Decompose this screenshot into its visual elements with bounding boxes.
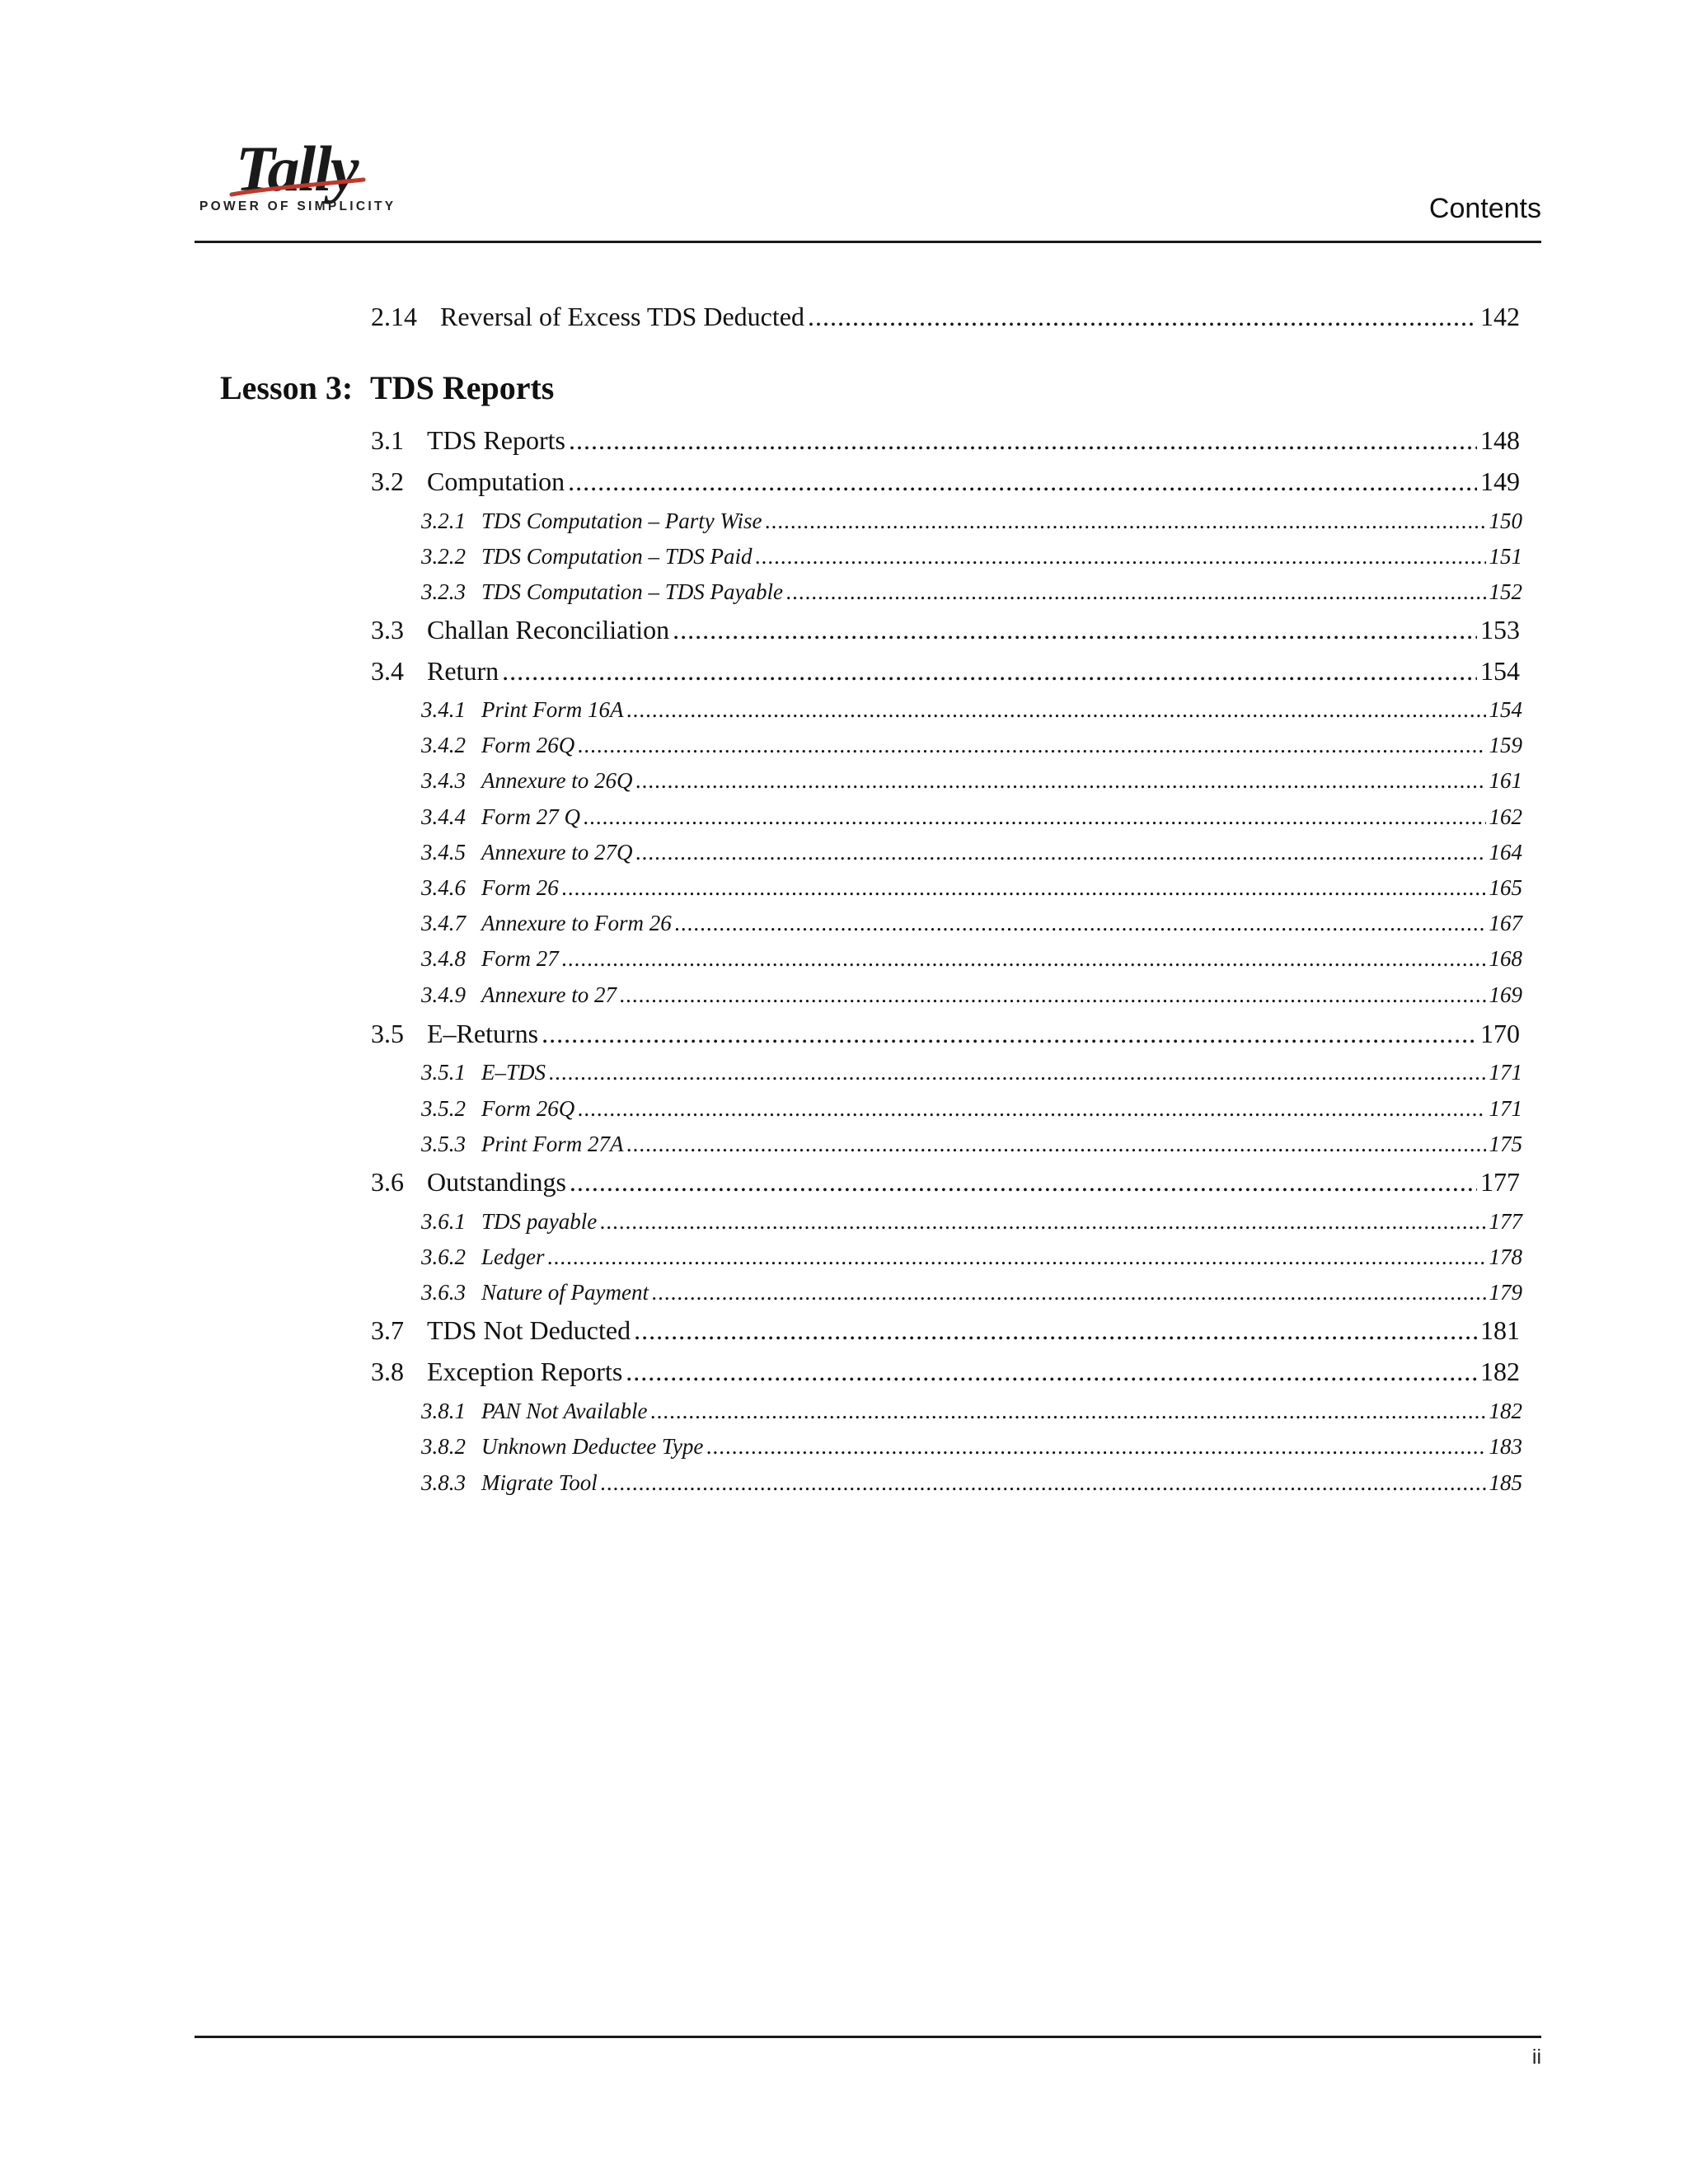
toc-leader bbox=[756, 544, 1486, 569]
toc-subentry[interactable] bbox=[421, 982, 1522, 1014]
toc-number: 3.4.7 bbox=[421, 911, 466, 935]
toc-entry[interactable] bbox=[371, 1019, 1520, 1055]
toc-title: E–TDS bbox=[481, 1060, 546, 1085]
toc-title: Migrate Tool bbox=[481, 1470, 598, 1495]
toc-entry[interactable] bbox=[371, 615, 1520, 651]
toc-number: 3.4.6 bbox=[421, 875, 466, 900]
toc-number: 3.5.2 bbox=[421, 1096, 466, 1121]
toc-entry[interactable] bbox=[371, 1315, 1520, 1352]
toc-title: TDS Reports bbox=[427, 425, 565, 455]
toc-leader bbox=[635, 768, 1485, 794]
toc-title: Exception Reports bbox=[427, 1357, 623, 1386]
toc-number: 3.6.3 bbox=[421, 1280, 466, 1305]
toc-entry[interactable] bbox=[371, 425, 1520, 462]
page-section-title: Contents bbox=[1428, 193, 1541, 224]
toc-number: 3.8.3 bbox=[421, 1470, 466, 1495]
logo-tagline: POWER OF SIMPLICITY bbox=[199, 199, 396, 213]
toc-subentry[interactable] bbox=[421, 768, 1522, 799]
toc-title: TDS Not Deducted bbox=[427, 1315, 631, 1345]
toc-entry[interactable] bbox=[371, 466, 1520, 503]
logo-wordmark: Tally bbox=[236, 133, 358, 204]
toc-title: Outstandings bbox=[427, 1167, 566, 1197]
toc-number: 3.2 bbox=[371, 466, 404, 496]
toc-number: 3.4.8 bbox=[421, 946, 466, 971]
toc-entry[interactable] bbox=[371, 656, 1520, 692]
toc-leader bbox=[652, 1280, 1486, 1305]
toc-subentry[interactable] bbox=[421, 1132, 1522, 1163]
toc-page: 177 bbox=[1480, 1167, 1520, 1197]
toc-leader bbox=[570, 1167, 1477, 1197]
toc-subentry[interactable] bbox=[421, 579, 1522, 611]
toc-leader bbox=[578, 1096, 1485, 1122]
toc-title: Return bbox=[427, 656, 499, 686]
toc-page: 154 bbox=[1480, 656, 1520, 686]
footer-divider bbox=[195, 2036, 1541, 2038]
lesson-label: Lesson 3: bbox=[220, 369, 354, 406]
toc-subentry[interactable] bbox=[421, 733, 1522, 764]
toc-number: 3.4.4 bbox=[421, 804, 466, 829]
header-divider bbox=[195, 241, 1541, 243]
toc-subentry[interactable] bbox=[421, 509, 1522, 540]
toc-subentry[interactable] bbox=[421, 875, 1522, 907]
toc-subentry[interactable] bbox=[421, 1060, 1522, 1091]
toc-leader bbox=[569, 425, 1477, 456]
toc-number: 3.2.2 bbox=[421, 544, 466, 569]
tally-logo bbox=[195, 132, 396, 223]
toc-number: 3.5 bbox=[371, 1019, 404, 1048]
toc-entry[interactable] bbox=[371, 302, 1520, 338]
toc-subentry[interactable] bbox=[421, 1399, 1522, 1430]
toc-page: 182 bbox=[1489, 1399, 1522, 1423]
toc-title: Annexure to 26Q bbox=[481, 768, 633, 793]
toc-number: 3.4.2 bbox=[421, 733, 466, 757]
toc-leader bbox=[627, 697, 1486, 723]
toc-number: 3.5.3 bbox=[421, 1132, 466, 1156]
toc-subentry[interactable] bbox=[421, 1209, 1522, 1240]
toc-page: 181 bbox=[1480, 1315, 1520, 1345]
toc-leader bbox=[673, 615, 1477, 645]
toc-leader bbox=[601, 1470, 1486, 1496]
toc-page: 148 bbox=[1480, 425, 1520, 455]
toc-number: 3.5.1 bbox=[421, 1060, 466, 1085]
toc-leader bbox=[706, 1434, 1485, 1460]
page-number: ii bbox=[1531, 2046, 1541, 2069]
toc-page: 178 bbox=[1489, 1244, 1522, 1269]
toc-subentry[interactable] bbox=[421, 946, 1522, 977]
toc-title: Form 26 bbox=[481, 875, 559, 900]
toc-leader bbox=[542, 1019, 1477, 1049]
toc-leader bbox=[549, 1060, 1485, 1085]
toc-leader bbox=[562, 946, 1486, 972]
toc-page: 165 bbox=[1489, 875, 1522, 900]
toc-leader bbox=[766, 509, 1486, 534]
toc-number: 3.4.9 bbox=[421, 982, 466, 1007]
toc-subentry[interactable] bbox=[421, 1470, 1522, 1502]
toc-number: 2.14 bbox=[371, 302, 417, 331]
toc-title: Computation bbox=[427, 466, 565, 496]
toc-number: 3.4.3 bbox=[421, 768, 466, 793]
toc-leader bbox=[651, 1399, 1486, 1424]
toc-page: 183 bbox=[1489, 1434, 1522, 1459]
toc-page: 151 bbox=[1489, 544, 1522, 569]
toc-subentry[interactable] bbox=[421, 544, 1522, 575]
toc-page: 185 bbox=[1489, 1470, 1522, 1495]
toc-number: 3.3 bbox=[371, 615, 404, 644]
toc-title: Annexure to 27 bbox=[481, 982, 617, 1007]
toc-title: TDS Computation – Party Wise bbox=[481, 509, 762, 533]
toc-page: 171 bbox=[1489, 1096, 1522, 1121]
toc-title: TDS Computation – TDS Payable bbox=[481, 579, 784, 604]
toc-subentry[interactable] bbox=[421, 1244, 1522, 1276]
toc-title: Annexure to Form 26 bbox=[481, 911, 672, 935]
toc-leader bbox=[635, 840, 1485, 865]
lesson-title: TDS Reports bbox=[370, 369, 555, 406]
toc-title: Nature of Payment bbox=[481, 1280, 649, 1305]
toc-title: Challan Reconciliation bbox=[427, 615, 670, 644]
toc-title: Form 27 bbox=[481, 946, 559, 971]
toc-leader bbox=[808, 302, 1477, 332]
toc-number: 3.8.2 bbox=[421, 1434, 466, 1459]
toc-page: 171 bbox=[1489, 1060, 1522, 1085]
toc-page: 167 bbox=[1489, 911, 1522, 935]
toc-page: 159 bbox=[1489, 733, 1522, 757]
toc-number: 3.4.5 bbox=[421, 840, 466, 865]
toc-page: 179 bbox=[1489, 1280, 1522, 1305]
toc-page: 182 bbox=[1480, 1357, 1520, 1386]
toc-title: TDS Computation – TDS Paid bbox=[481, 544, 753, 569]
toc-title: E–Returns bbox=[427, 1019, 539, 1048]
toc-number: 3.2.3 bbox=[421, 579, 466, 604]
toc-number: 3.8.1 bbox=[421, 1399, 466, 1423]
toc-leader bbox=[584, 804, 1486, 830]
toc-leader bbox=[562, 875, 1486, 901]
toc-page: 161 bbox=[1489, 768, 1522, 793]
toc-title: Ledger bbox=[481, 1244, 545, 1269]
toc-page: 154 bbox=[1489, 697, 1522, 722]
toc-number: 3.6 bbox=[371, 1167, 404, 1197]
toc-subentry[interactable] bbox=[421, 911, 1522, 942]
toc-subentry[interactable] bbox=[421, 697, 1522, 729]
toc-page: 164 bbox=[1489, 840, 1522, 865]
toc-page: 177 bbox=[1489, 1209, 1522, 1234]
toc-leader bbox=[634, 1315, 1477, 1346]
toc-page: 149 bbox=[1480, 466, 1520, 496]
toc-title: Reversal of Excess TDS Deducted bbox=[440, 302, 804, 331]
toc-leader bbox=[502, 656, 1477, 687]
toc-page: 152 bbox=[1489, 579, 1522, 604]
toc-subentry[interactable] bbox=[421, 804, 1522, 836]
lesson-heading bbox=[220, 368, 554, 407]
toc-page: 150 bbox=[1489, 509, 1522, 533]
toc-leader bbox=[786, 579, 1485, 605]
toc-number: 3.7 bbox=[371, 1315, 404, 1345]
toc-page: 153 bbox=[1480, 615, 1520, 644]
toc-page: 170 bbox=[1480, 1019, 1520, 1048]
toc-number: 3.4 bbox=[371, 656, 404, 686]
toc-entry[interactable] bbox=[371, 1167, 1520, 1203]
toc-subentry[interactable] bbox=[421, 1096, 1522, 1127]
toc-leader bbox=[620, 982, 1486, 1008]
toc-subentry[interactable] bbox=[421, 840, 1522, 871]
toc-leader bbox=[600, 1209, 1485, 1235]
toc-leader bbox=[578, 733, 1485, 758]
toc-number: 3.6.2 bbox=[421, 1244, 466, 1269]
toc-leader bbox=[568, 466, 1477, 497]
toc-page: 175 bbox=[1489, 1132, 1522, 1156]
toc-leader bbox=[675, 911, 1486, 936]
toc-number: 3.2.1 bbox=[421, 509, 466, 533]
toc-number: 3.6.1 bbox=[421, 1209, 466, 1234]
toc-title: Form 26Q bbox=[481, 1096, 575, 1121]
toc-page: 162 bbox=[1489, 804, 1522, 829]
toc-subentry[interactable] bbox=[421, 1280, 1522, 1311]
toc-leader bbox=[548, 1244, 1486, 1270]
toc-page: 142 bbox=[1480, 302, 1520, 331]
toc-number: 3.4.1 bbox=[421, 697, 466, 722]
toc-number: 3.1 bbox=[371, 425, 404, 455]
toc-title: Annexure to 27Q bbox=[481, 840, 633, 865]
toc-title: Print Form 16A bbox=[481, 697, 624, 722]
toc-subentry[interactable] bbox=[421, 1434, 1522, 1465]
toc-title: Unknown Deductee Type bbox=[481, 1434, 704, 1459]
toc-leader bbox=[626, 1357, 1477, 1387]
toc-title: Form 26Q bbox=[481, 733, 575, 757]
toc-title: Form 27 Q bbox=[481, 804, 580, 829]
toc-number: 3.8 bbox=[371, 1357, 404, 1386]
toc-page: 169 bbox=[1489, 982, 1522, 1007]
toc-title: PAN Not Available bbox=[481, 1399, 648, 1423]
toc-entry[interactable] bbox=[371, 1357, 1520, 1393]
toc-title: Print Form 27A bbox=[481, 1132, 624, 1156]
toc-title: TDS payable bbox=[481, 1209, 598, 1234]
toc-page: 168 bbox=[1489, 946, 1522, 971]
toc-leader bbox=[627, 1132, 1486, 1157]
